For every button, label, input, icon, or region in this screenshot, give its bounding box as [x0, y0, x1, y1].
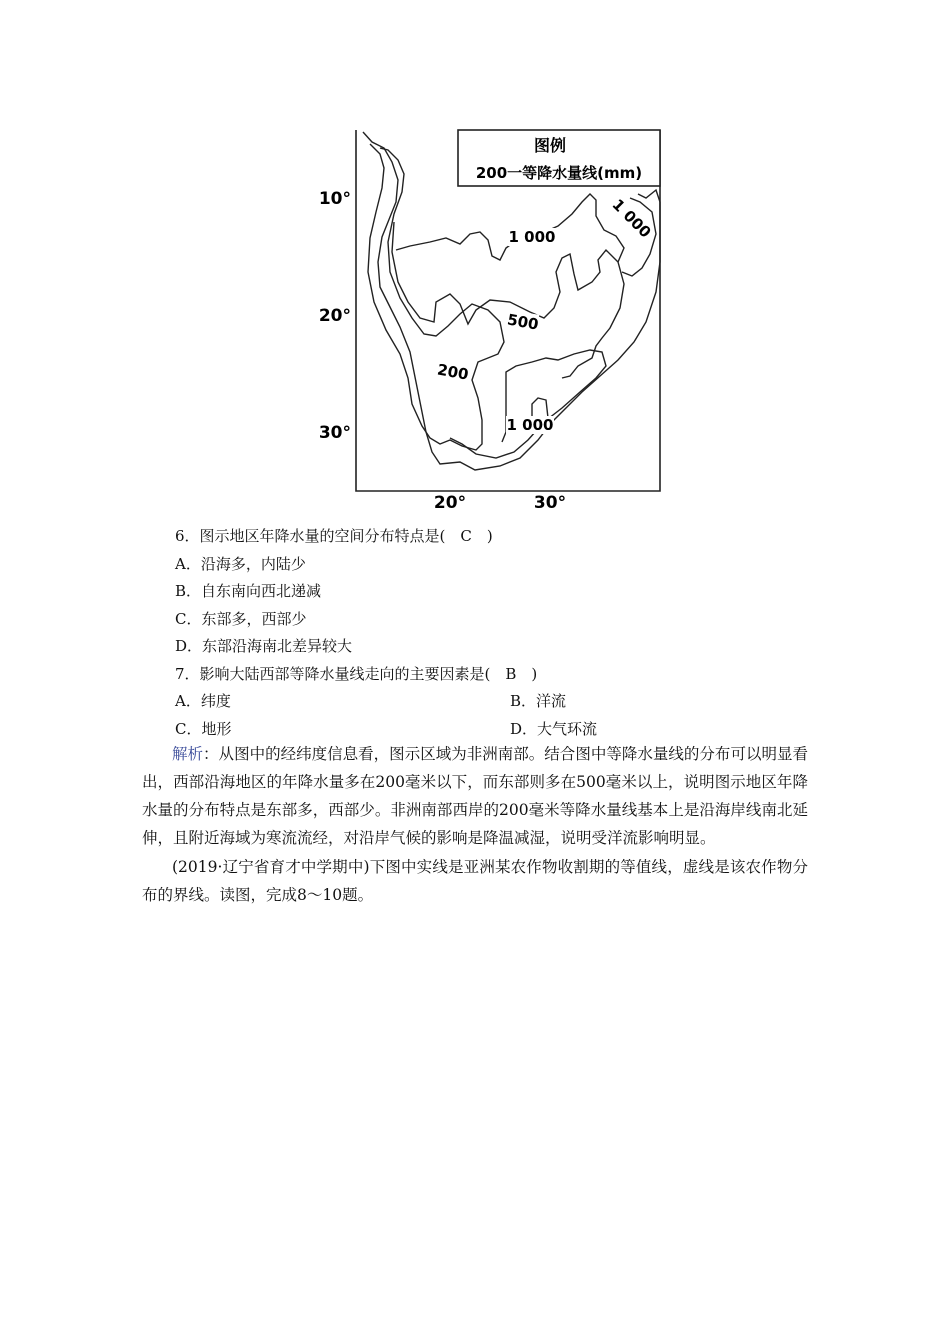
- q6-stem: 6．图示地区年降水量的空间分布特点是( C ): [175, 527, 493, 545]
- legend-item: 200一等降水量线(mm): [475, 164, 643, 182]
- lat-label-10: 10°: [318, 189, 351, 209]
- legend-title: 图例: [533, 136, 567, 155]
- q7-option-b: B．洋流: [510, 692, 567, 710]
- rainfall-map: [300, 122, 670, 514]
- isoline-label-1000-c: 1 000: [506, 416, 554, 434]
- analysis-paragraph: [142, 740, 808, 852]
- q7-option-d: D．大气环流: [510, 720, 598, 738]
- isoline-label-1000-a: 1 000: [508, 228, 556, 246]
- isoline-label-1000-b: 1 000: [608, 195, 655, 242]
- q6-option-d: D．东部沿海南北差异较大: [175, 637, 353, 655]
- intro-paragraph: [142, 853, 808, 909]
- analysis-text: ：从图中的经纬度信息看，图示区域为非洲南部。结合图中等降水量线的分布可以明显看出，西部沿海地区的年降水量多在200毫米以下，而东部则多在500毫米以上，说明图示地区年降水量的分布特点是东部多，西部少。非洲南部西岸的200毫米等降水量线基本上是沿海岸线南北延伸，且附近海域为寒流流经，对沿岸气候的影响是降温减湿，说明受洋流影响明显。: [142, 745, 808, 847]
- isoline-label-200: 200: [435, 360, 470, 384]
- isoline-200: [368, 144, 504, 450]
- q6-option-c: C．东部多，西部少: [175, 610, 307, 628]
- q7-option-a: A．纬度: [175, 692, 231, 710]
- q6-option-a: A．沿海多，内陆少: [175, 555, 306, 573]
- q6-option-b: B．自东南向西北递减: [175, 582, 322, 600]
- isoline-1000-south: [450, 350, 606, 458]
- isoline-label-500: 500: [505, 310, 540, 334]
- q7-stem: 7．影响大陆西部等降水量线走向的主要因素是( B ): [175, 665, 538, 683]
- lat-label-20: 20°: [318, 306, 351, 326]
- q7-option-c: C．地形: [175, 720, 232, 738]
- lon-label-20: 20°: [433, 493, 467, 513]
- lat-label-30: 30°: [318, 423, 351, 443]
- map-svg: [300, 122, 670, 514]
- intro-text: (2019·辽宁省育才中学期中)下图中实线是亚洲某农作物收割期的等值线，虚线是该农作物分布的界线。读图，完成8～10题。: [142, 858, 808, 904]
- analysis-label: 解析: [172, 745, 204, 763]
- lon-label-30: 30°: [533, 493, 567, 513]
